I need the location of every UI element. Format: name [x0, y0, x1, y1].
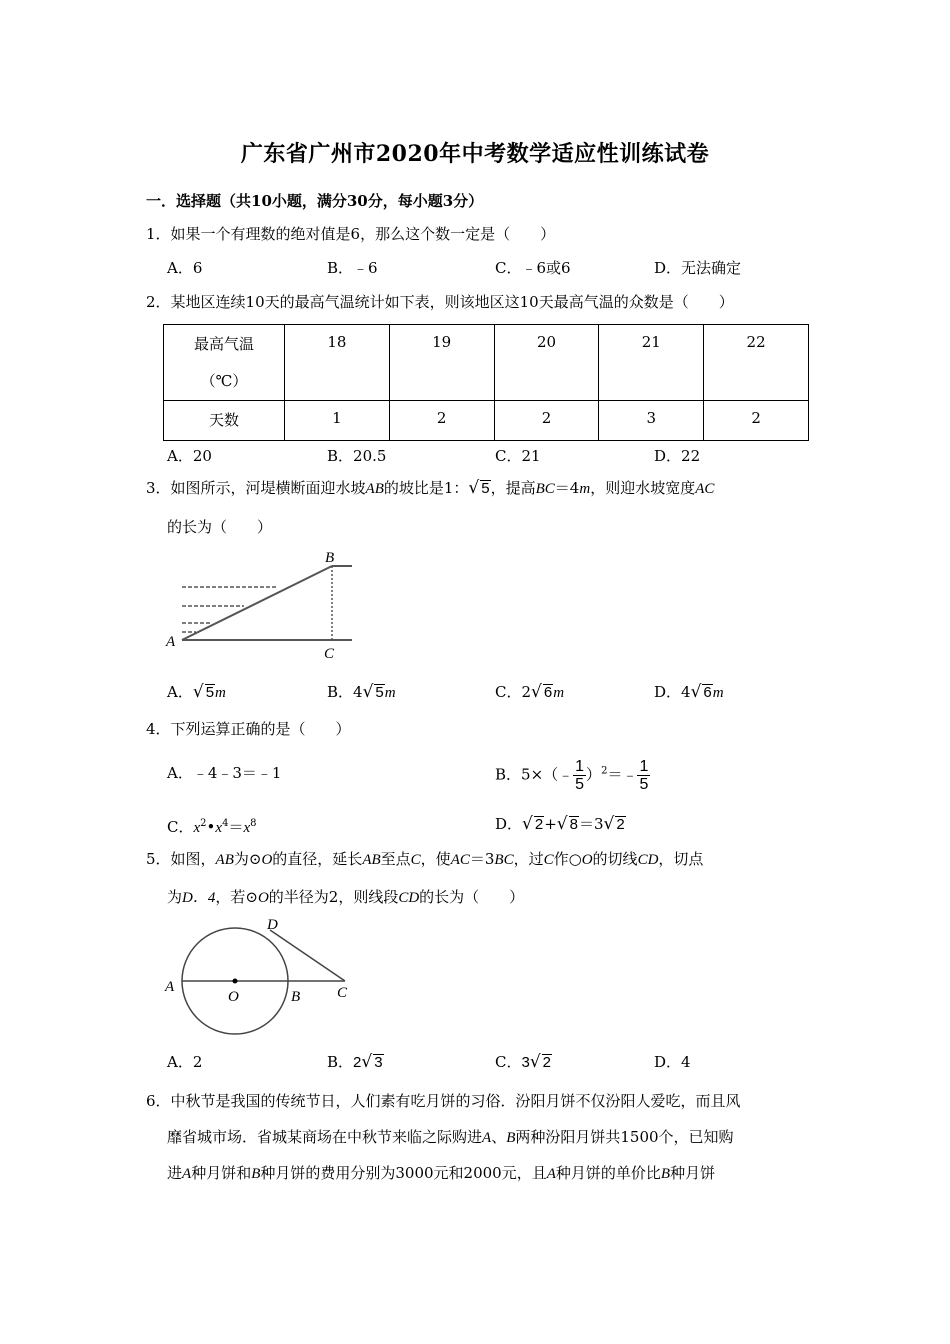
label-o: O	[228, 989, 239, 1005]
q4-option-a: A．﹣4﹣3＝﹣1	[167, 764, 282, 782]
q3-option-b: B．4√ 5m	[327, 682, 396, 702]
q1-option-b: B．﹣6	[327, 259, 378, 277]
label-a: A	[165, 979, 175, 995]
q5-option-b: B．2√ 3	[327, 1052, 383, 1072]
q6-stem-line3: 进A种月饼和B种月饼的费用分别为3000元和2000元，且A种月饼的单价比B种月饼	[167, 1164, 716, 1182]
q5-stem: 5．如图，AB为⊙O的直径，延长AB至点C，使AC＝3BC，过C作○O的切线CD，切点	[146, 850, 704, 868]
q4-option-d: D．√ 2+√ 8＝3√ 2	[495, 814, 625, 834]
table-cell-days: 2	[704, 401, 809, 441]
q3-option-d: D．4√ 6m	[654, 682, 724, 702]
table-cell-temp: 22	[704, 325, 809, 401]
table-cell-days: 1	[285, 401, 390, 441]
table-cell-days: 2	[494, 401, 599, 441]
q5-option-c: C．3√ 2	[495, 1052, 552, 1072]
q1-stem: 1．如果一个有理数的绝对值是6，那么这个数一定是（ ）	[146, 225, 556, 243]
q4-option-c: C．$x^2•x^4=x^8$	[167, 818, 257, 836]
center-dot	[233, 979, 238, 984]
table-cell-days: 3	[599, 401, 704, 441]
slope-line	[182, 566, 332, 640]
q5-circle-figure	[160, 915, 360, 1040]
q1-option-c: C．﹣6或6	[495, 259, 571, 277]
table-cell-temp: 19	[389, 325, 494, 401]
q6-stem-line1: 6．中秋节是我国的传统节日，人们素有吃月饼的习俗．汾阳月饼不仅汾阳人爱吃，而且风	[146, 1092, 741, 1110]
label-d: D	[267, 917, 278, 933]
table-header-temp-line2: （℃）	[200, 372, 248, 390]
table-cell-temp: 21	[599, 325, 704, 401]
q5-option-d: D．4	[654, 1053, 691, 1071]
table-header-temp-line1: 最高气温	[193, 335, 254, 353]
q6-stem-line2: 靡省城市场．省城某商场在中秋节来临之际购进A、B两种汾阳月饼共1500个，已知购	[167, 1128, 734, 1146]
label-a: A	[166, 634, 176, 650]
q2-option-c: C．21	[495, 447, 541, 465]
label-c: C	[337, 985, 348, 1001]
q4-stem: 4．下列运算正确的是（ ）	[146, 720, 351, 738]
q2-option-a: A．20	[167, 447, 212, 465]
table-cell-temp: 20	[494, 325, 599, 401]
table-cell-days: 2	[389, 401, 494, 441]
q3-embankment-figure	[160, 548, 360, 663]
q2-option-d: D．22	[654, 447, 701, 465]
q3-stem-line2: 的长为（ ）	[167, 518, 273, 536]
q1-option-a: A．6	[167, 259, 203, 277]
section-heading: 一．选择题（共10小题，满分30分，每小题3分）	[146, 192, 484, 210]
q1-option-d: D．无法确定	[654, 259, 742, 277]
page-title: 广东省广州市2020年中考数学适应性训练试卷	[240, 141, 710, 167]
q5-option-a: A．2	[167, 1053, 203, 1071]
label-c: C	[324, 646, 335, 662]
q3-option-a: A．√ 5m	[167, 682, 226, 702]
q4-option-b: B．5×（﹣ $\frac{1}{5}$ ）$^2$＝﹣ $\frac{1}{5}$	[495, 758, 649, 793]
table-header-temp	[164, 325, 285, 401]
q3-option-c: C．2√ 6m	[495, 682, 565, 702]
q5-stem-line2: 为D．4，若⊙O的半径为2，则线段CD的长为（ ）	[167, 888, 525, 906]
q2-option-b: B．20.5	[327, 447, 387, 465]
temperature-table	[163, 324, 809, 441]
q2-stem: 2．某地区连续10天的最高气温统计如下表，则该地区这10天最高气温的众数是（ ）	[146, 293, 734, 311]
label-b: B	[291, 989, 301, 1005]
q3-stem: 3．如图所示，河堤横断面迎水坡AB的坡比是1：√ 5，提高BC＝4m，则迎水坡宽度AC	[146, 478, 715, 498]
table-cell-temp: 18	[285, 325, 390, 401]
label-b: B	[325, 550, 335, 566]
table-header-days: 天数	[164, 401, 285, 441]
